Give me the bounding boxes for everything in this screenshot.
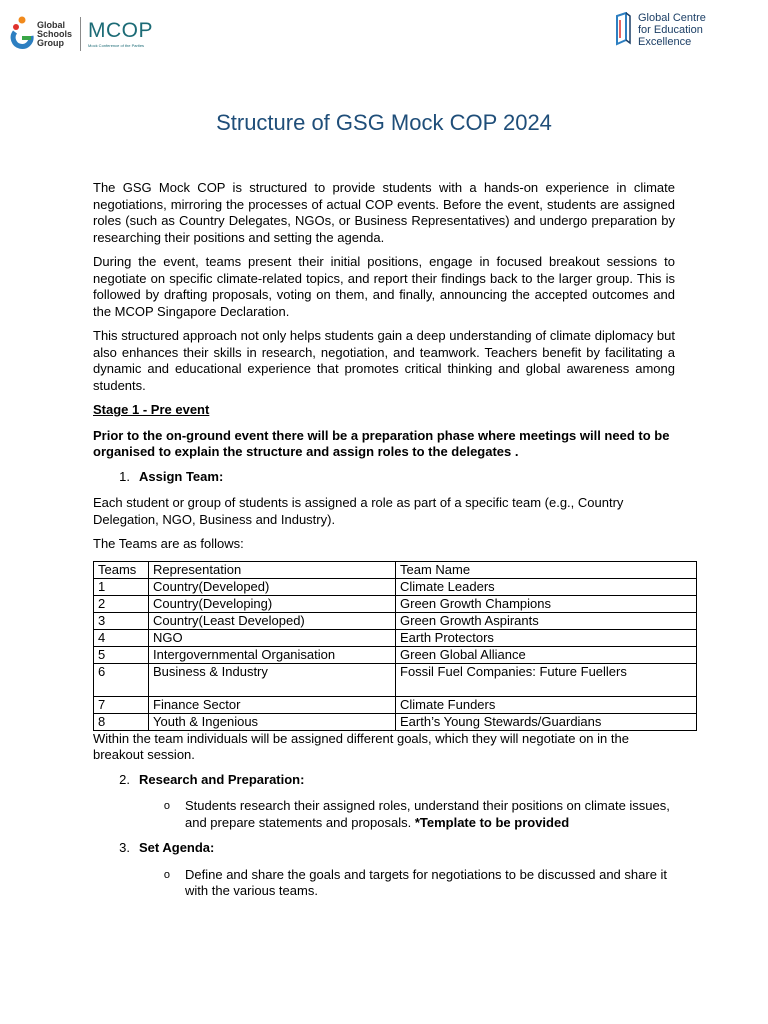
- table-row: [94, 595, 697, 612]
- table-cell: Finance Sector: [149, 696, 396, 713]
- table-cell: 7: [94, 696, 149, 713]
- step-title: Assign Team:: [139, 468, 224, 484]
- intro-paragraph-2: During the event, teams present their initial positions, engage in focused breakout sessions to negotiate on specific climate-related topics, and report their findings back to the larger group. This is followed by drafting proposals, voting on them, and finally, announcing the accepted outcomes and the MCOP Singapore Declaration.: [93, 254, 675, 319]
- table-cell: Intergovernmental Organisation: [149, 646, 396, 663]
- table-cell: Country(Developed): [149, 578, 396, 595]
- table-row: [94, 663, 697, 696]
- page-title: Structure of GSG Mock COP 2024: [216, 110, 552, 135]
- step-2-research: [93, 772, 675, 789]
- mcop-logo-title: MCOP: [88, 19, 154, 42]
- table-cell: 2: [94, 595, 149, 612]
- teams-intro: The Teams are as follows:: [93, 536, 244, 551]
- gsg-logo-text: Global Schools Group: [37, 19, 73, 48]
- table-cell: Earth Protectors: [396, 629, 697, 646]
- gsg-mcop-logo: [10, 16, 153, 52]
- table-header-row: [94, 561, 697, 578]
- step-number: 3.: [119, 840, 130, 855]
- table-row: [94, 629, 697, 646]
- stage-1-lead: Prior to the on-ground event there will be a preparation phase where meetings will need to be organised to explain the structure and assign roles to the delegates .: [93, 427, 670, 459]
- table-header-cell: Teams: [94, 561, 149, 578]
- logo-divider: [80, 17, 81, 51]
- table-cell: Business & Industry: [149, 663, 396, 696]
- intro-paragraph-3: This structured approach not only helps students gain a deep understanding of climate diplomacy but also enhances their skills in research, negotiation, and teamwork. Teachers benefit by facilitating a dynamic and educational experience that promotes critical thinking and global awareness among students.: [93, 328, 675, 393]
- table-cell: Country(Developing): [149, 595, 396, 612]
- step-title: Set Agenda:: [139, 840, 215, 855]
- step-3-agenda: [93, 840, 675, 857]
- mcop-logo-subtitle: Mock Conference of the Parties: [88, 43, 145, 48]
- table-row: [94, 713, 697, 730]
- table-cell: Fossil Fuel Companies: Future Fuellers: [396, 663, 697, 696]
- intro-paragraph-1: The GSG Mock COP is structured to provide students with a hands-on experience in climate negotiations, mirroring the processes of actual COP events. Before the event, students are assigned roles (such as Country Delegates, NGOs, or Business Representatives) and undergo preparation by researching their positions and setting the agenda.: [93, 180, 675, 245]
- step-number: 2.: [119, 771, 130, 787]
- stage-1-heading: Stage 1 - Pre event: [93, 402, 210, 417]
- table-cell: 5: [94, 646, 149, 663]
- step-title: Research and Preparation:: [139, 771, 305, 787]
- table-header-cell: Team Name: [396, 561, 697, 578]
- table-row: [94, 696, 697, 713]
- table-cell: 4: [94, 629, 149, 646]
- table-cell: 1: [94, 578, 149, 595]
- bullet-icon: o: [163, 800, 170, 812]
- gcee-logo: [614, 12, 706, 48]
- template-note: *Template to be provided: [414, 814, 570, 830]
- bullet-text: Define and share the goals and targets for negotiations to be discussed and share it with the various teams.: [185, 866, 668, 898]
- table-cell: Climate Leaders: [396, 578, 697, 595]
- document-body: [93, 180, 675, 909]
- table-cell: Climate Funders: [396, 696, 697, 713]
- table-cell: 8: [94, 713, 149, 730]
- gcee-logo-text: Global Centre for Education Excellence: [638, 12, 706, 48]
- table-cell: Country(Least Developed): [149, 612, 396, 629]
- step-3-bullet: [93, 867, 675, 900]
- step-2-bullet: [93, 798, 675, 831]
- after-table-text: Within the team individuals will be assigned different goals, which they will negotiate on in the breakout session.: [93, 730, 629, 762]
- table-cell: Earth’s Young Stewards/Guardians: [396, 713, 697, 730]
- table-cell: NGO: [149, 629, 396, 646]
- table-cell: Youth & Ingenious: [149, 713, 396, 730]
- table-cell: 6: [94, 663, 149, 696]
- table-row: [94, 612, 697, 629]
- table-row: [94, 646, 697, 663]
- table-cell: 3: [94, 612, 149, 629]
- gsg-logo-icon: [10, 16, 34, 52]
- table-row: [94, 578, 697, 595]
- teams-table: [93, 561, 697, 731]
- table-cell: Green Growth Aspirants: [396, 612, 697, 629]
- mcop-logo: [88, 20, 153, 48]
- gcee-book-icon: [614, 12, 632, 46]
- assign-team-text: Each student or group of students is assigned a role as part of a specific team (e.g., Country Delegation, NGO, Business and Industry).: [93, 495, 624, 527]
- bullet-text: Students research their assigned roles, understand their positions on climate issues, and prepare statements and proposals. *Template to be provided: [185, 798, 670, 830]
- table-cell: Green Global Alliance: [396, 646, 697, 663]
- table-cell: Green Growth Champions: [396, 595, 697, 612]
- step-number: 1.: [119, 468, 130, 484]
- step-1-assign-team: [93, 469, 675, 486]
- table-header-cell: Representation: [149, 561, 396, 578]
- bullet-icon: o: [163, 868, 170, 881]
